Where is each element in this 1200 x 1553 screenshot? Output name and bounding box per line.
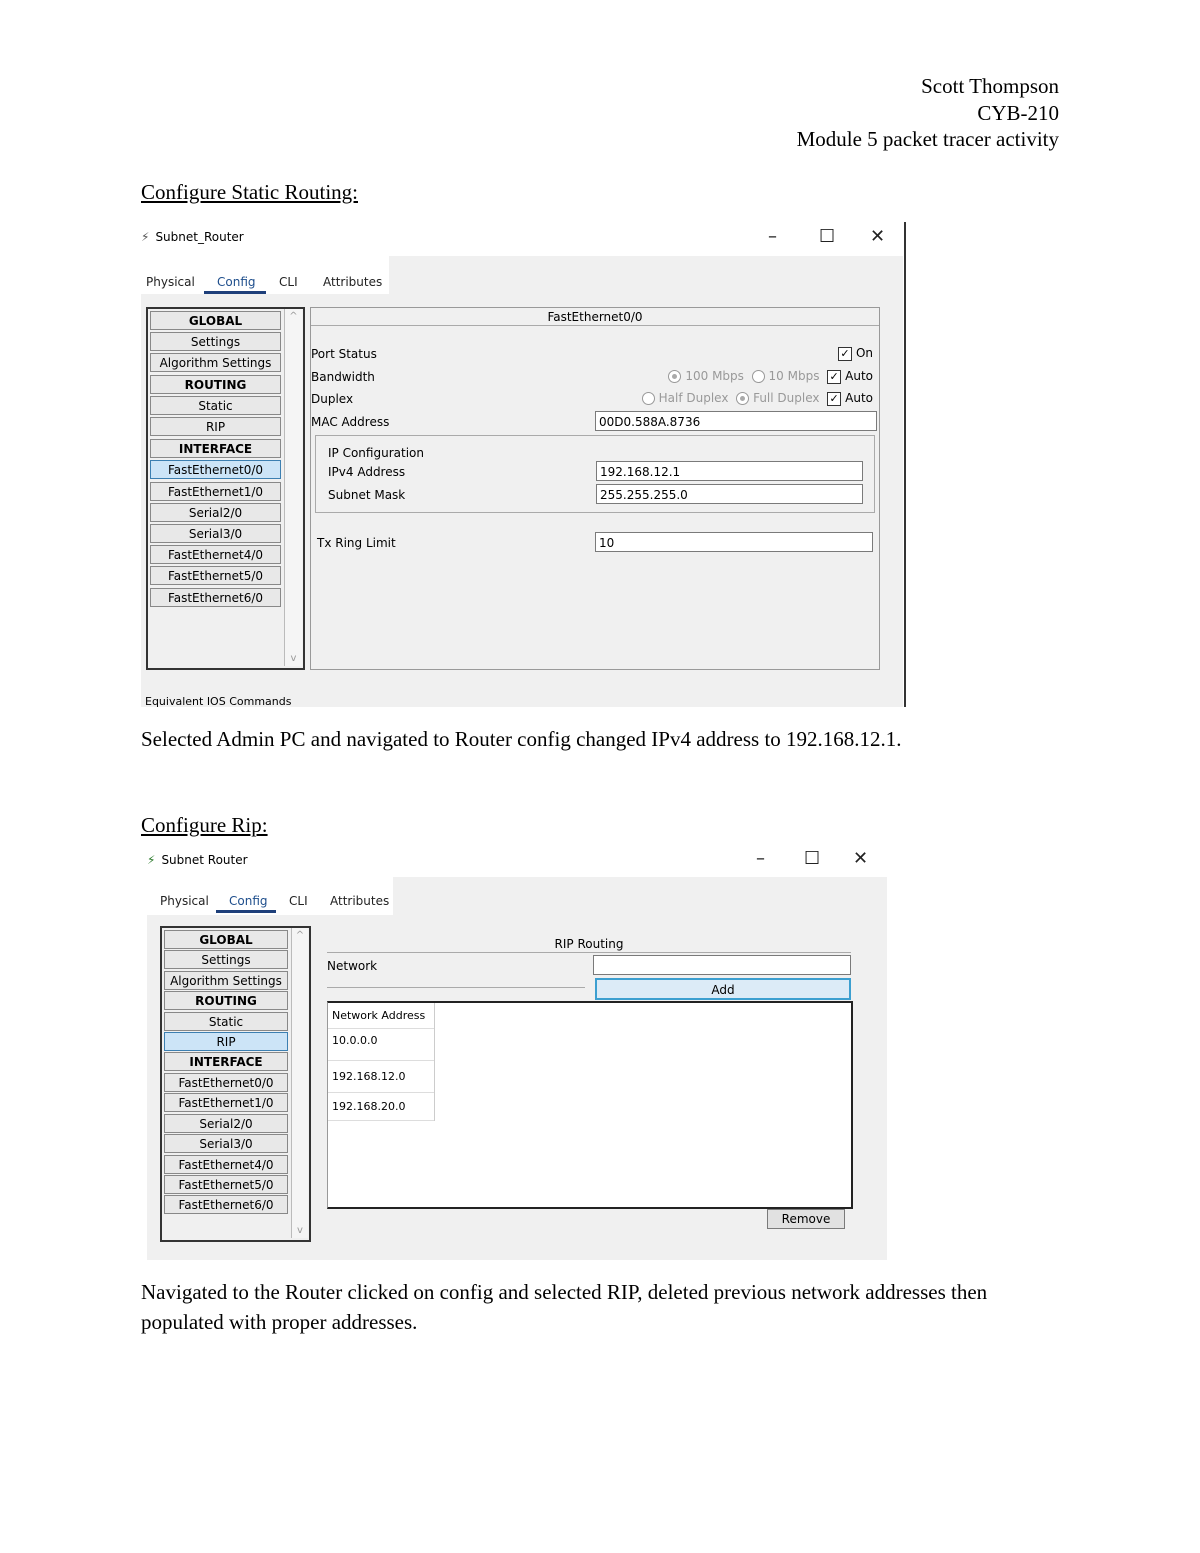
- nav-static[interactable]: Static: [150, 396, 281, 415]
- nav-global-header: GLOBAL: [150, 311, 281, 330]
- router-icon: ⚡: [147, 853, 156, 867]
- router-icon: ⚡: [141, 230, 150, 244]
- nav-fastethernet4-0[interactable]: FastEthernet4/0: [150, 545, 281, 564]
- ios-commands-label: Equivalent IOS Commands: [145, 695, 292, 708]
- close-icon[interactable]: ✕: [870, 226, 886, 247]
- duplex-label: Duplex: [311, 392, 354, 406]
- panel-title: FastEthernet0/0: [547, 310, 643, 324]
- section-static-title: Configure Static Routing:: [141, 180, 358, 204]
- subnet-mask-label: Subnet Mask: [328, 488, 406, 502]
- tab-physical[interactable]: Physical: [146, 275, 195, 289]
- mac-address-label: MAC Address: [311, 415, 390, 429]
- radio-10mbps[interactable]: [752, 370, 765, 383]
- nav-serial2-0[interactable]: Serial2/0: [164, 1114, 288, 1133]
- nav-fastethernet6-0[interactable]: FastEthernet6/0: [150, 588, 281, 607]
- nav-serial2-0[interactable]: Serial2/0: [150, 503, 281, 522]
- tab-cli[interactable]: CLI: [279, 275, 298, 289]
- radio-full-duplex[interactable]: [736, 392, 749, 405]
- tab-attributes[interactable]: Attributes: [323, 275, 383, 289]
- nav-rip[interactable]: RIP: [164, 1032, 288, 1051]
- scroll-down-icon[interactable]: v: [297, 1225, 303, 1236]
- nav-scrollbar[interactable]: [291, 928, 308, 1238]
- remove-button[interactable]: Remove: [767, 1209, 845, 1229]
- ipv4-address-field[interactable]: 192.168.12.1: [596, 461, 863, 481]
- interface-panel: [310, 307, 880, 670]
- nav-algorithm-settings[interactable]: Algorithm Settings: [164, 971, 288, 990]
- tx-ring-limit-field[interactable]: 10: [595, 532, 873, 552]
- author-name: Scott Thompson: [921, 74, 1059, 98]
- nav-scrollbar[interactable]: [284, 309, 302, 666]
- rip-screenshot: [141, 848, 887, 1260]
- nav-fastethernet0-0[interactable]: FastEthernet0/0: [150, 460, 281, 479]
- nav-interface-header: INTERFACE: [150, 439, 281, 458]
- nav-routing-header: ROUTING: [164, 991, 288, 1010]
- ipv4-label: IPv4 Address: [328, 465, 406, 479]
- nav-routing-header: ROUTING: [150, 375, 281, 394]
- nav-interface-header: INTERFACE: [164, 1052, 288, 1071]
- section-rip-caption: Navigated to the Router clicked on config and selected RIP, deleted previous network addresses then populated with proper addresses.: [141, 1280, 988, 1334]
- nav-static[interactable]: Static: [164, 1012, 288, 1031]
- section-rip-title: Configure Rip:: [141, 813, 268, 837]
- nav-fastethernet5-0[interactable]: FastEthernet5/0: [150, 566, 281, 585]
- network-field[interactable]: [593, 955, 851, 975]
- list-item[interactable]: 192.168.12.0: [328, 1061, 434, 1093]
- tx-ring-limit-label: Tx Ring Limit: [317, 536, 396, 550]
- tab-config[interactable]: Config: [229, 894, 268, 908]
- scroll-up-icon[interactable]: ^: [289, 311, 298, 322]
- subnet-mask-field[interactable]: 255.255.255.0: [596, 484, 863, 504]
- nav-fastethernet4-0[interactable]: FastEthernet4/0: [164, 1155, 288, 1174]
- minimize-icon[interactable]: –: [756, 848, 765, 869]
- nav-global-header: GLOBAL: [164, 930, 288, 949]
- tab-config[interactable]: Config: [217, 275, 256, 289]
- rip-panel-title: RIP Routing: [554, 937, 624, 951]
- list-item[interactable]: 192.168.20.0: [328, 1093, 434, 1121]
- window-title-bar: [141, 230, 244, 244]
- window-edge: [904, 222, 906, 707]
- mac-address-field[interactable]: 00D0.588A.8736: [595, 411, 877, 431]
- network-address-list: [327, 1001, 853, 1209]
- tab-attributes[interactable]: Attributes: [330, 894, 390, 908]
- nav-serial3-0[interactable]: Serial3/0: [164, 1134, 288, 1153]
- add-button[interactable]: Add: [595, 978, 851, 1000]
- nav-serial3-0[interactable]: Serial3/0: [150, 524, 281, 543]
- config-nav: [146, 307, 305, 670]
- section-static-caption: Selected Admin PC and navigated to Router config changed IPv4 address to 192.168.12.1.: [141, 727, 902, 751]
- maximize-icon[interactable]: ☐: [819, 226, 836, 247]
- network-divider: [327, 987, 585, 988]
- radio-100mbps[interactable]: [668, 370, 681, 383]
- port-status-label: Port Status: [311, 347, 377, 361]
- nav-fastethernet5-0[interactable]: FastEthernet5/0: [164, 1175, 288, 1194]
- nav-fastethernet1-0[interactable]: FastEthernet1/0: [164, 1093, 288, 1112]
- assignment-title: Module 5 packet tracer activity: [796, 127, 1059, 151]
- port-status-checkbox[interactable]: ✓ On: [838, 346, 873, 361]
- header-block: [797, 73, 1059, 153]
- bandwidth-options: 100 Mbps 10 Mbps ✓ Auto: [668, 369, 873, 384]
- nav-rip[interactable]: RIP: [150, 417, 281, 436]
- active-tab-indicator: [216, 910, 276, 913]
- ip-config-label: IP Configuration: [328, 446, 424, 460]
- list-header: Network Address: [328, 1007, 434, 1029]
- close-icon[interactable]: ✕: [853, 848, 869, 869]
- title-divider: [327, 952, 851, 953]
- course-code: CYB-210: [977, 100, 1059, 125]
- tab-cli[interactable]: CLI: [289, 894, 308, 908]
- ip-config-group: [315, 435, 875, 513]
- scroll-up-icon[interactable]: ^: [295, 930, 305, 941]
- nav-fastethernet1-0[interactable]: FastEthernet1/0: [150, 482, 281, 501]
- duplex-options: Half Duplex Full Duplex ✓ Auto: [642, 391, 873, 406]
- check-icon: ✓: [838, 347, 852, 361]
- nav-fastethernet0-0[interactable]: FastEthernet0/0: [164, 1073, 288, 1092]
- config-nav: [160, 926, 311, 1242]
- window-title: Subnet_Router: [155, 230, 244, 244]
- window-title: Subnet Router: [161, 853, 248, 867]
- duplex-auto-checkbox[interactable]: ✓: [827, 392, 841, 406]
- nav-fastethernet6-0[interactable]: FastEthernet6/0: [164, 1195, 288, 1214]
- nav-settings[interactable]: Settings: [164, 950, 288, 969]
- tab-physical[interactable]: Physical: [160, 894, 209, 908]
- minimize-icon[interactable]: –: [768, 226, 777, 247]
- bandwidth-label: Bandwidth: [311, 370, 375, 384]
- network-label: Network: [327, 959, 378, 973]
- maximize-icon[interactable]: ☐: [804, 848, 821, 869]
- window-title-bar: [147, 853, 248, 867]
- title-divider: [311, 325, 879, 326]
- bandwidth-auto-checkbox[interactable]: ✓: [827, 370, 841, 384]
- nav-algorithm-settings[interactable]: Algorithm Settings: [150, 353, 281, 372]
- radio-half-duplex[interactable]: [642, 392, 655, 405]
- network-address-column: [328, 1003, 435, 1121]
- active-tab-indicator: [204, 291, 266, 294]
- scroll-down-icon[interactable]: v: [290, 653, 297, 664]
- nav-settings[interactable]: Settings: [150, 332, 281, 351]
- static-routing-screenshot: [141, 222, 906, 707]
- list-item[interactable]: 10.0.0.0: [328, 1029, 434, 1061]
